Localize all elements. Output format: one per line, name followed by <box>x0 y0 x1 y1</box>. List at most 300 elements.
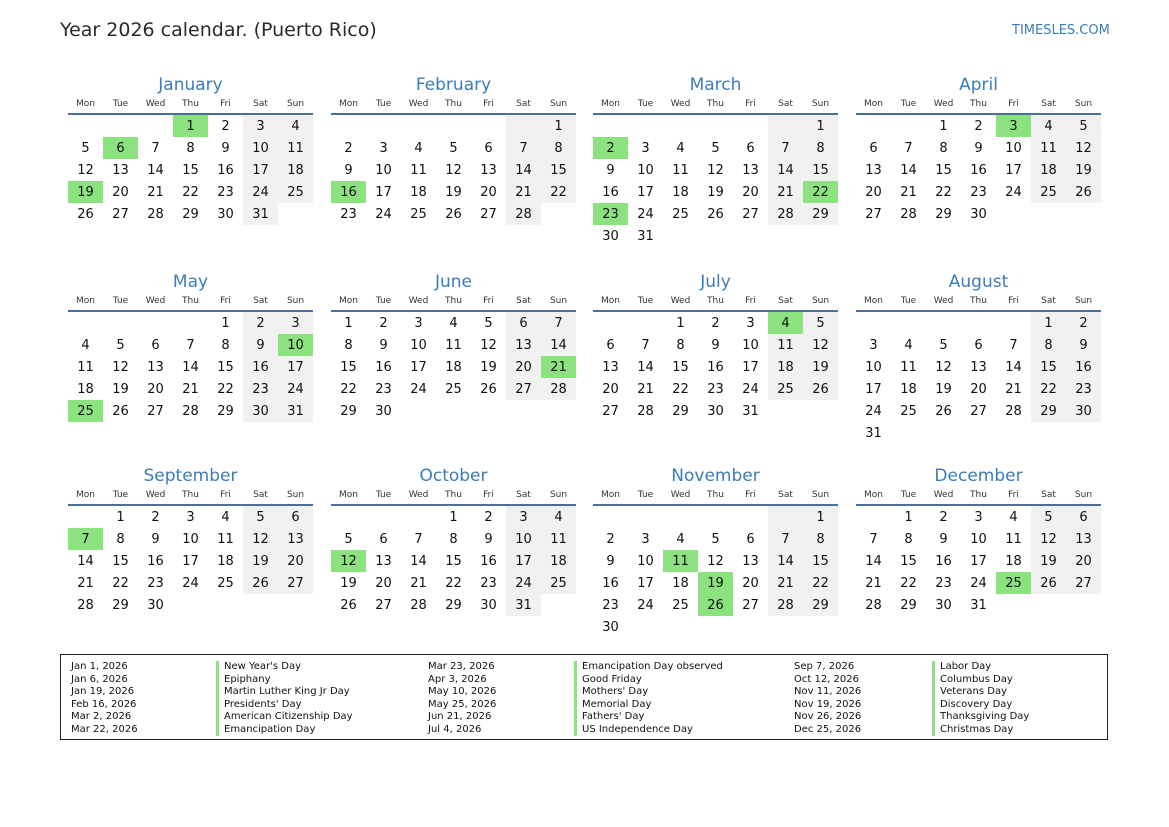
day-cell[interactable]: 8 <box>186 140 195 156</box>
day-cell[interactable]: 17 <box>970 553 987 569</box>
day-cell[interactable]: 31 <box>970 597 987 613</box>
day-cell[interactable]: 13 <box>742 162 759 178</box>
day-cell[interactable]: 15 <box>803 550 838 572</box>
day-cell[interactable]: 2 <box>151 509 160 525</box>
day-cell[interactable]: 3 <box>186 509 195 525</box>
day-cell[interactable]: 31 <box>742 403 759 419</box>
day-cell[interactable]: 30 <box>935 597 952 613</box>
day-cell[interactable]: 14 <box>768 550 803 572</box>
day-cell[interactable]: 3 <box>278 311 313 334</box>
day-cell[interactable]: 26 <box>1066 181 1101 203</box>
day-cell[interactable]: 22 <box>935 184 952 200</box>
day-cell[interactable]: 10 <box>637 162 654 178</box>
day-cell[interactable]: 27 <box>742 206 759 222</box>
day-cell[interactable]: 5 <box>939 337 948 353</box>
day-cell[interactable]: 2 <box>1066 311 1101 334</box>
day-cell[interactable]: 15 <box>1031 356 1066 378</box>
day-cell[interactable]: 25 <box>445 381 462 397</box>
day-cell[interactable]: 10 <box>865 359 882 375</box>
day-cell[interactable]: 21 <box>768 572 803 594</box>
day-cell[interactable]: 24 <box>970 575 987 591</box>
day-cell[interactable]: 16 <box>375 359 392 375</box>
day-cell[interactable]: 30 <box>375 403 392 419</box>
day-cell[interactable]: 3 <box>641 531 650 547</box>
day-cell[interactable]: 21 <box>410 575 427 591</box>
day-cell[interactable]: 22 <box>541 181 576 203</box>
day-cell[interactable]: 1 <box>344 315 353 331</box>
day-cell[interactable]: 11 <box>900 359 917 375</box>
day-cell[interactable]: 20 <box>506 356 541 378</box>
day-cell[interactable]: 25 <box>672 206 689 222</box>
day-cell[interactable]: 28 <box>768 594 803 616</box>
day-cell[interactable]: 30 <box>1066 400 1101 422</box>
holiday-day-cell[interactable]: 3 <box>996 114 1031 137</box>
day-cell[interactable]: 9 <box>243 334 278 356</box>
day-cell[interactable]: 2 <box>379 315 388 331</box>
day-cell[interactable]: 24 <box>182 575 199 591</box>
day-cell[interactable]: 31 <box>278 400 313 422</box>
day-cell[interactable]: 9 <box>606 553 615 569</box>
day-cell[interactable]: 8 <box>449 531 458 547</box>
day-cell[interactable]: 5 <box>1066 114 1101 137</box>
day-cell[interactable]: 14 <box>77 553 94 569</box>
day-cell[interactable]: 8 <box>803 137 838 159</box>
day-cell[interactable]: 6 <box>1066 505 1101 528</box>
day-cell[interactable]: 2 <box>974 118 983 134</box>
day-cell[interactable]: 5 <box>484 315 493 331</box>
day-cell[interactable]: 14 <box>900 162 917 178</box>
day-cell[interactable]: 17 <box>375 184 392 200</box>
day-cell[interactable]: 26 <box>803 378 838 400</box>
day-cell[interactable]: 2 <box>939 509 948 525</box>
day-cell[interactable]: 17 <box>865 381 882 397</box>
day-cell[interactable]: 28 <box>410 597 427 613</box>
day-cell[interactable]: 7 <box>869 531 878 547</box>
day-cell[interactable]: 8 <box>221 337 230 353</box>
holiday-day-cell[interactable]: 23 <box>593 203 628 225</box>
day-cell[interactable]: 25 <box>541 572 576 594</box>
day-cell[interactable]: 16 <box>970 162 987 178</box>
day-cell[interactable]: 18 <box>672 575 689 591</box>
day-cell[interactable]: 17 <box>637 575 654 591</box>
day-cell[interactable]: 28 <box>865 597 882 613</box>
day-cell[interactable]: 21 <box>77 575 94 591</box>
day-cell[interactable]: 12 <box>480 337 497 353</box>
day-cell[interactable]: 13 <box>1066 528 1101 550</box>
day-cell[interactable]: 5 <box>81 140 90 156</box>
day-cell[interactable]: 20 <box>278 550 313 572</box>
day-cell[interactable]: 26 <box>480 381 497 397</box>
day-cell[interactable]: 31 <box>243 203 278 225</box>
holiday-day-cell[interactable]: 22 <box>803 181 838 203</box>
day-cell[interactable]: 2 <box>711 315 720 331</box>
day-cell[interactable]: 7 <box>541 311 576 334</box>
day-cell[interactable]: 3 <box>869 337 878 353</box>
day-cell[interactable]: 8 <box>939 140 948 156</box>
day-cell[interactable]: 19 <box>480 359 497 375</box>
day-cell[interactable]: 17 <box>278 356 313 378</box>
day-cell[interactable]: 15 <box>935 162 952 178</box>
day-cell[interactable]: 18 <box>217 553 234 569</box>
day-cell[interactable]: 17 <box>243 159 278 181</box>
day-cell[interactable]: 9 <box>221 140 230 156</box>
day-cell[interactable]: 4 <box>81 337 90 353</box>
day-cell[interactable]: 19 <box>803 356 838 378</box>
day-cell[interactable]: 6 <box>278 505 313 528</box>
day-cell[interactable]: 20 <box>865 184 882 200</box>
day-cell[interactable]: 4 <box>278 114 313 137</box>
day-cell[interactable]: 9 <box>344 162 353 178</box>
day-cell[interactable]: 20 <box>742 184 759 200</box>
day-cell[interactable]: 7 <box>641 337 650 353</box>
day-cell[interactable]: 1 <box>939 118 948 134</box>
day-cell[interactable]: 30 <box>217 206 234 222</box>
day-cell[interactable]: 27 <box>865 206 882 222</box>
day-cell[interactable]: 24 <box>410 381 427 397</box>
day-cell[interactable]: 3 <box>641 140 650 156</box>
day-cell[interactable]: 22 <box>182 184 199 200</box>
day-cell[interactable]: 28 <box>506 203 541 225</box>
day-cell[interactable]: 20 <box>112 184 129 200</box>
day-cell[interactable]: 15 <box>182 162 199 178</box>
day-cell[interactable]: 20 <box>375 575 392 591</box>
day-cell[interactable]: 3 <box>506 505 541 528</box>
day-cell[interactable]: 24 <box>278 378 313 400</box>
day-cell[interactable]: 16 <box>602 575 619 591</box>
holiday-day-cell[interactable]: 19 <box>698 572 733 594</box>
day-cell[interactable]: 6 <box>379 531 388 547</box>
day-cell[interactable]: 15 <box>340 359 357 375</box>
day-cell[interactable]: 17 <box>1005 162 1022 178</box>
day-cell[interactable]: 29 <box>112 597 129 613</box>
day-cell[interactable]: 5 <box>116 337 125 353</box>
day-cell[interactable]: 9 <box>711 337 720 353</box>
holiday-day-cell[interactable]: 11 <box>663 550 698 572</box>
day-cell[interactable]: 26 <box>445 206 462 222</box>
holiday-day-cell[interactable]: 2 <box>593 137 628 159</box>
day-cell[interactable]: 22 <box>340 381 357 397</box>
day-cell[interactable]: 23 <box>243 378 278 400</box>
day-cell[interactable]: 9 <box>379 337 388 353</box>
day-cell[interactable]: 29 <box>217 403 234 419</box>
day-cell[interactable]: 18 <box>1005 553 1022 569</box>
day-cell[interactable]: 18 <box>768 356 803 378</box>
day-cell[interactable]: 30 <box>602 228 619 244</box>
day-cell[interactable]: 21 <box>1005 381 1022 397</box>
day-cell[interactable]: 9 <box>484 531 493 547</box>
day-cell[interactable]: 27 <box>147 403 164 419</box>
day-cell[interactable]: 6 <box>151 337 160 353</box>
day-cell[interactable]: 28 <box>768 203 803 225</box>
day-cell[interactable]: 3 <box>243 114 278 137</box>
day-cell[interactable]: 21 <box>182 381 199 397</box>
day-cell[interactable]: 8 <box>116 531 125 547</box>
day-cell[interactable]: 8 <box>541 137 576 159</box>
day-cell[interactable]: 27 <box>1066 572 1101 594</box>
day-cell[interactable]: 2 <box>344 140 353 156</box>
day-cell[interactable]: 28 <box>77 597 94 613</box>
day-cell[interactable]: 25 <box>217 575 234 591</box>
day-cell[interactable]: 5 <box>711 531 720 547</box>
holiday-day-cell[interactable]: 6 <box>103 137 138 159</box>
holiday-day-cell[interactable]: 26 <box>698 594 733 616</box>
day-cell[interactable]: 3 <box>974 509 983 525</box>
day-cell[interactable]: 23 <box>147 575 164 591</box>
day-cell[interactable]: 29 <box>672 403 689 419</box>
day-cell[interactable]: 31 <box>637 228 654 244</box>
day-cell[interactable]: 15 <box>672 359 689 375</box>
day-cell[interactable]: 22 <box>803 572 838 594</box>
day-cell[interactable]: 19 <box>340 575 357 591</box>
day-cell[interactable]: 1 <box>904 509 913 525</box>
day-cell[interactable]: 15 <box>112 553 129 569</box>
day-cell[interactable]: 11 <box>672 162 689 178</box>
day-cell[interactable]: 25 <box>1031 181 1066 203</box>
day-cell[interactable]: 12 <box>935 359 952 375</box>
day-cell[interactable]: 13 <box>970 359 987 375</box>
day-cell[interactable]: 25 <box>278 181 313 203</box>
day-cell[interactable]: 18 <box>77 381 94 397</box>
day-cell[interactable]: 24 <box>865 403 882 419</box>
holiday-day-cell[interactable]: 10 <box>278 334 313 356</box>
day-cell[interactable]: 29 <box>935 206 952 222</box>
day-cell[interactable]: 10 <box>637 553 654 569</box>
day-cell[interactable]: 13 <box>147 359 164 375</box>
day-cell[interactable]: 24 <box>1005 184 1022 200</box>
day-cell[interactable]: 19 <box>935 381 952 397</box>
day-cell[interactable]: 26 <box>112 403 129 419</box>
day-cell[interactable]: 12 <box>1031 528 1066 550</box>
holiday-day-cell[interactable]: 19 <box>68 181 103 203</box>
day-cell[interactable]: 4 <box>676 531 685 547</box>
day-cell[interactable]: 18 <box>278 159 313 181</box>
day-cell[interactable]: 4 <box>541 505 576 528</box>
day-cell[interactable]: 4 <box>414 140 423 156</box>
day-cell[interactable]: 21 <box>900 184 917 200</box>
day-cell[interactable]: 8 <box>904 531 913 547</box>
day-cell[interactable]: 4 <box>1009 509 1018 525</box>
day-cell[interactable]: 23 <box>340 206 357 222</box>
day-cell[interactable]: 14 <box>768 159 803 181</box>
day-cell[interactable]: 19 <box>1031 550 1066 572</box>
day-cell[interactable]: 25 <box>900 403 917 419</box>
day-cell[interactable]: 1 <box>449 509 458 525</box>
day-cell[interactable]: 14 <box>541 334 576 356</box>
day-cell[interactable]: 1 <box>803 114 838 137</box>
day-cell[interactable]: 20 <box>970 381 987 397</box>
day-cell[interactable]: 27 <box>602 403 619 419</box>
day-cell[interactable]: 24 <box>243 181 278 203</box>
day-cell[interactable]: 13 <box>742 553 759 569</box>
day-cell[interactable]: 2 <box>221 118 230 134</box>
day-cell[interactable]: 14 <box>182 359 199 375</box>
day-cell[interactable]: 12 <box>707 162 724 178</box>
day-cell[interactable]: 21 <box>147 184 164 200</box>
day-cell[interactable]: 30 <box>243 400 278 422</box>
day-cell[interactable]: 7 <box>768 137 803 159</box>
day-cell[interactable]: 19 <box>243 550 278 572</box>
day-cell[interactable]: 16 <box>707 359 724 375</box>
day-cell[interactable]: 4 <box>1031 114 1066 137</box>
day-cell[interactable]: 25 <box>768 378 803 400</box>
day-cell[interactable]: 14 <box>506 159 541 181</box>
day-cell[interactable]: 22 <box>445 575 462 591</box>
day-cell[interactable]: 6 <box>746 140 755 156</box>
day-cell[interactable]: 17 <box>637 184 654 200</box>
day-cell[interactable]: 7 <box>414 531 423 547</box>
day-cell[interactable]: 27 <box>506 378 541 400</box>
day-cell[interactable]: 10 <box>182 531 199 547</box>
day-cell[interactable]: 18 <box>1031 159 1066 181</box>
day-cell[interactable]: 26 <box>77 206 94 222</box>
day-cell[interactable]: 11 <box>541 528 576 550</box>
day-cell[interactable]: 12 <box>112 359 129 375</box>
day-cell[interactable]: 25 <box>410 206 427 222</box>
day-cell[interactable]: 13 <box>865 162 882 178</box>
day-cell[interactable]: 26 <box>340 597 357 613</box>
holiday-day-cell[interactable]: 16 <box>331 181 366 203</box>
day-cell[interactable]: 5 <box>711 140 720 156</box>
day-cell[interactable]: 11 <box>1005 531 1022 547</box>
day-cell[interactable]: 11 <box>410 162 427 178</box>
day-cell[interactable]: 16 <box>1066 356 1101 378</box>
day-cell[interactable]: 18 <box>410 184 427 200</box>
day-cell[interactable]: 20 <box>742 575 759 591</box>
day-cell[interactable]: 30 <box>147 597 164 613</box>
day-cell[interactable]: 12 <box>803 334 838 356</box>
day-cell[interactable]: 21 <box>506 181 541 203</box>
day-cell[interactable]: 24 <box>742 381 759 397</box>
day-cell[interactable]: 10 <box>410 337 427 353</box>
day-cell[interactable]: 30 <box>480 597 497 613</box>
day-cell[interactable]: 3 <box>746 315 755 331</box>
day-cell[interactable]: 4 <box>221 509 230 525</box>
day-cell[interactable]: 28 <box>182 403 199 419</box>
day-cell[interactable]: 4 <box>449 315 458 331</box>
day-cell[interactable]: 16 <box>935 553 952 569</box>
day-cell[interactable]: 6 <box>506 311 541 334</box>
day-cell[interactable]: 15 <box>541 159 576 181</box>
day-cell[interactable]: 22 <box>217 381 234 397</box>
day-cell[interactable]: 27 <box>480 206 497 222</box>
day-cell[interactable]: 10 <box>243 137 278 159</box>
day-cell[interactable]: 7 <box>768 528 803 550</box>
day-cell[interactable]: 26 <box>707 206 724 222</box>
holiday-day-cell[interactable]: 25 <box>996 572 1031 594</box>
day-cell[interactable]: 19 <box>112 381 129 397</box>
day-cell[interactable]: 31 <box>506 594 541 616</box>
day-cell[interactable]: 6 <box>974 337 983 353</box>
day-cell[interactable]: 27 <box>278 572 313 594</box>
day-cell[interactable]: 23 <box>970 184 987 200</box>
day-cell[interactable]: 17 <box>742 359 759 375</box>
day-cell[interactable]: 22 <box>672 381 689 397</box>
day-cell[interactable]: 22 <box>112 575 129 591</box>
day-cell[interactable]: 23 <box>707 381 724 397</box>
day-cell[interactable]: 16 <box>217 162 234 178</box>
day-cell[interactable]: 18 <box>541 550 576 572</box>
holiday-day-cell[interactable]: 21 <box>541 356 576 378</box>
day-cell[interactable]: 1 <box>803 505 838 528</box>
day-cell[interactable]: 23 <box>602 597 619 613</box>
day-cell[interactable]: 27 <box>112 206 129 222</box>
day-cell[interactable]: 14 <box>1005 359 1022 375</box>
day-cell[interactable]: 11 <box>278 137 313 159</box>
day-cell[interactable]: 16 <box>147 553 164 569</box>
day-cell[interactable]: 13 <box>112 162 129 178</box>
day-cell[interactable]: 22 <box>1031 378 1066 400</box>
day-cell[interactable]: 1 <box>541 114 576 137</box>
day-cell[interactable]: 19 <box>445 184 462 200</box>
day-cell[interactable]: 8 <box>676 337 685 353</box>
day-cell[interactable]: 6 <box>746 531 755 547</box>
day-cell[interactable]: 9 <box>974 140 983 156</box>
day-cell[interactable]: 25 <box>672 597 689 613</box>
day-cell[interactable]: 27 <box>970 403 987 419</box>
day-cell[interactable]: 12 <box>77 162 94 178</box>
day-cell[interactable]: 18 <box>900 381 917 397</box>
day-cell[interactable]: 29 <box>340 403 357 419</box>
day-cell[interactable]: 13 <box>506 334 541 356</box>
day-cell[interactable]: 14 <box>637 359 654 375</box>
day-cell[interactable]: 2 <box>484 509 493 525</box>
day-cell[interactable]: 6 <box>484 140 493 156</box>
day-cell[interactable]: 16 <box>243 356 278 378</box>
day-cell[interactable]: 6 <box>869 140 878 156</box>
day-cell[interactable]: 23 <box>217 184 234 200</box>
day-cell[interactable]: 15 <box>900 553 917 569</box>
day-cell[interactable]: 30 <box>707 403 724 419</box>
day-cell[interactable]: 10 <box>506 528 541 550</box>
day-cell[interactable]: 30 <box>602 619 619 635</box>
day-cell[interactable]: 19 <box>707 184 724 200</box>
day-cell[interactable]: 16 <box>602 184 619 200</box>
day-cell[interactable]: 10 <box>375 162 392 178</box>
day-cell[interactable]: 8 <box>1031 334 1066 356</box>
holiday-day-cell[interactable]: 7 <box>68 528 103 550</box>
day-cell[interactable]: 29 <box>445 597 462 613</box>
day-cell[interactable]: 1 <box>221 315 230 331</box>
day-cell[interactable]: 15 <box>217 359 234 375</box>
day-cell[interactable]: 21 <box>637 381 654 397</box>
holiday-day-cell[interactable]: 4 <box>768 311 803 334</box>
holiday-day-cell[interactable]: 25 <box>68 400 103 422</box>
day-cell[interactable]: 12 <box>1066 137 1101 159</box>
day-cell[interactable]: 4 <box>904 337 913 353</box>
day-cell[interactable]: 28 <box>1005 403 1022 419</box>
day-cell[interactable]: 11 <box>77 359 94 375</box>
day-cell[interactable]: 10 <box>742 337 759 353</box>
day-cell[interactable]: 23 <box>480 575 497 591</box>
day-cell[interactable]: 4 <box>676 140 685 156</box>
day-cell[interactable]: 12 <box>243 528 278 550</box>
day-cell[interactable]: 8 <box>344 337 353 353</box>
day-cell[interactable]: 7 <box>151 140 160 156</box>
day-cell[interactable]: 29 <box>803 203 838 225</box>
day-cell[interactable]: 14 <box>410 553 427 569</box>
day-cell[interactable]: 8 <box>803 528 838 550</box>
day-cell[interactable]: 24 <box>375 206 392 222</box>
day-cell[interactable]: 11 <box>1031 137 1066 159</box>
day-cell[interactable]: 7 <box>186 337 195 353</box>
day-cell[interactable]: 5 <box>344 531 353 547</box>
day-cell[interactable]: 2 <box>243 311 278 334</box>
day-cell[interactable]: 20 <box>1066 550 1101 572</box>
day-cell[interactable]: 1 <box>676 315 685 331</box>
day-cell[interactable]: 29 <box>900 597 917 613</box>
day-cell[interactable]: 1 <box>116 509 125 525</box>
day-cell[interactable]: 30 <box>970 206 987 222</box>
